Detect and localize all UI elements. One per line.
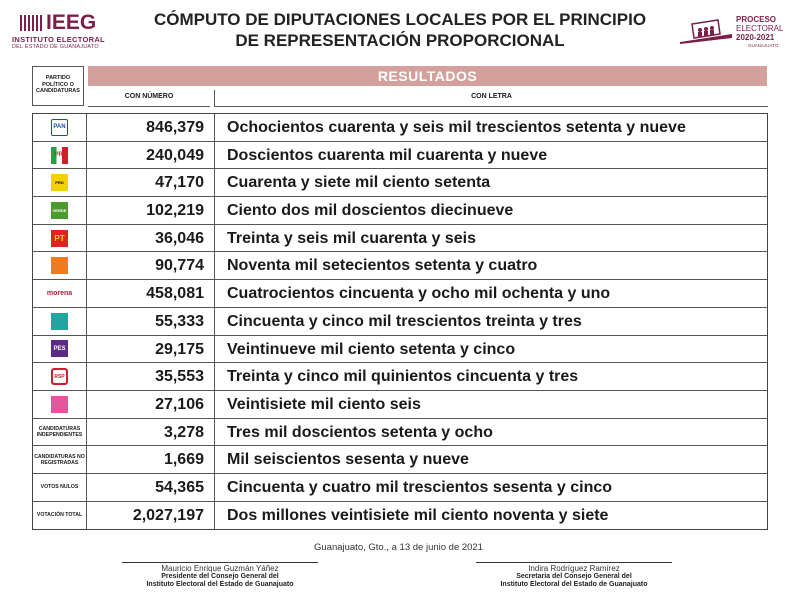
vote-number: 27,106 (87, 391, 215, 418)
ballot-box-icon (678, 16, 734, 44)
table-row (33, 419, 767, 447)
proceso-line3: 2020-2021 (736, 33, 775, 42)
vote-letter: Ciento dos mil doscientos diecinueve (227, 202, 514, 220)
signature-left (120, 562, 320, 589)
proceso-electoral-logo (678, 12, 788, 52)
letter-column-header: CON LETRA (214, 90, 768, 107)
na-logo-icon (51, 313, 68, 330)
signature-right (474, 562, 674, 589)
vote-number: 846,379 (87, 114, 215, 141)
title-line1: CÓMPUTO DE DIPUTACIONES LOCALES POR EL PRINCIPIO (153, 10, 647, 29)
prd-logo-icon: PRD (51, 174, 68, 191)
proceso-line1: PROCESO (736, 15, 777, 24)
signature-line (476, 562, 672, 563)
pri-logo-icon: PRI (51, 147, 68, 164)
vote-number: 90,774 (87, 252, 215, 279)
table-row (33, 225, 767, 253)
vote-number: 1,669 (87, 446, 215, 473)
signer-institution: Instituto Electoral del Estado de Guanajuato (500, 581, 648, 588)
party-cell (33, 252, 87, 279)
party-cell (33, 474, 87, 501)
proceso-line2: ELECTORAL (736, 24, 784, 33)
mc-logo-icon (51, 257, 68, 274)
vote-number: 29,175 (87, 336, 215, 363)
ieeg-logo-mark-icon (20, 15, 42, 31)
pt-logo-icon: PT (51, 230, 68, 247)
table-row (33, 391, 767, 419)
verde-logo-icon: VERDE (51, 202, 68, 219)
rsp-logo-icon: RSP (51, 368, 68, 385)
title-line2: DE REPRESENTACIÓN PROPORCIONAL (235, 31, 565, 50)
proceso-line4: GUANAJUATO (748, 43, 779, 48)
vote-number: 2,027,197 (87, 502, 215, 530)
ieeg-logo-line2: DEL ESTADO DE GUANAJUATO (12, 44, 99, 50)
vote-letter: Veintisiete mil ciento seis (227, 395, 421, 413)
results-table (32, 113, 768, 530)
page-title (135, 9, 665, 51)
vote-letter: Doscientos cuarenta mil cuarenta y nueve (227, 146, 548, 164)
table-row (33, 363, 767, 391)
vote-letter: Tres mil doscientos setenta y ocho (227, 423, 493, 441)
table-row (33, 280, 767, 308)
table-row (33, 308, 767, 336)
party-cell (33, 169, 87, 196)
table-row (33, 446, 767, 474)
vote-letter: Treinta y seis mil cuarenta y seis (227, 229, 477, 247)
table-row (33, 197, 767, 225)
vote-number: 55,333 (87, 308, 215, 335)
vote-number: 458,081 (87, 280, 215, 307)
pan-logo-icon: PAN (51, 119, 68, 136)
party-cell (33, 419, 87, 446)
party-cell (33, 502, 87, 530)
vote-letter: Cuatrocientos cincuenta y ocho mil ochenta y uno (227, 285, 611, 303)
table-row (33, 474, 767, 502)
vote-letter: Cincuenta y cuatro mil trescientos sesenta y cinco (227, 478, 613, 496)
party-cell (33, 446, 87, 473)
number-column-header: CON NÚMERO (88, 90, 210, 107)
party-cell (33, 197, 87, 224)
vote-letter: Veintinueve mil ciento setenta y cinco (227, 340, 516, 358)
pes-logo-icon: PES (51, 340, 68, 357)
party-cell (33, 142, 87, 169)
signer-name: Mauricio Enrique Guzmán Yáñez (161, 564, 279, 573)
vote-number: 3,278 (87, 419, 215, 446)
ieeg-logo (12, 10, 118, 50)
party-cell (33, 363, 87, 390)
signature-line (122, 562, 318, 563)
party-cell (33, 225, 87, 252)
vote-letter: Dos millones veintisiete mil ciento noventa y siete (227, 506, 609, 524)
morena-logo: morena (46, 289, 73, 297)
vote-letter: Noventa mil setecientos setenta y cuatro (227, 257, 538, 275)
table-row (33, 142, 767, 170)
page-header (0, 0, 797, 60)
category-label: VOTOS NULOS (40, 484, 79, 491)
signer-institution: Instituto Electoral del Estado de Guanajuato (146, 581, 294, 588)
category-label: CANDIDATURAS INDEPENDIENTES (36, 425, 83, 438)
table-row (33, 336, 767, 364)
vote-number: 47,170 (87, 169, 215, 196)
date-line: Guanajuato, Gto., a 13 de junio de 2021 (313, 542, 484, 553)
party-cell (33, 391, 87, 418)
party-cell (33, 280, 87, 307)
vote-letter: Treinta y cinco mil quinientos cincuenta y tres (227, 368, 579, 386)
table-row (33, 114, 767, 142)
table-row (33, 252, 767, 280)
signer-role: Presidente del Consejo General del (161, 573, 279, 580)
vote-number: 240,049 (87, 142, 215, 169)
ieeg-logo-line1: INSTITUTO ELECTORAL (12, 35, 105, 44)
fxm-logo-icon (51, 396, 68, 413)
category-label: CANDIDATURAS NO REGISTRADAS (34, 453, 85, 466)
results-banner: RESULTADOS (88, 66, 767, 86)
ieeg-logo-title: IEEG (46, 11, 97, 34)
party-cell (33, 336, 87, 363)
vote-number: 36,046 (87, 225, 215, 252)
vote-letter: Cincuenta y cinco mil trescientos treinta y tres (227, 312, 582, 330)
party-cell (33, 114, 87, 141)
vote-number: 54,365 (87, 474, 215, 501)
table-row (33, 502, 767, 530)
table-row (33, 169, 767, 197)
vote-letter: Mil seiscientos sesenta y nueve (227, 451, 469, 469)
signer-role: Secretaria del Consejo General del (516, 573, 632, 580)
party-column-header: PARTIDO POLÍTICO O CANDIDATURAS (32, 66, 84, 106)
party-cell (33, 308, 87, 335)
vote-letter: Ochocientos cuarenta y seis mil trescientos setenta y nueve (227, 119, 686, 136)
category-label: VOTACIÓN TOTAL (36, 512, 83, 519)
vote-letter: Cuarenta y siete mil ciento setenta (227, 174, 491, 192)
vote-number: 102,219 (87, 197, 215, 224)
vote-number: 35,553 (87, 363, 215, 390)
table-header (32, 66, 767, 106)
signer-name: Indira Rodríguez Ramírez (528, 564, 620, 573)
